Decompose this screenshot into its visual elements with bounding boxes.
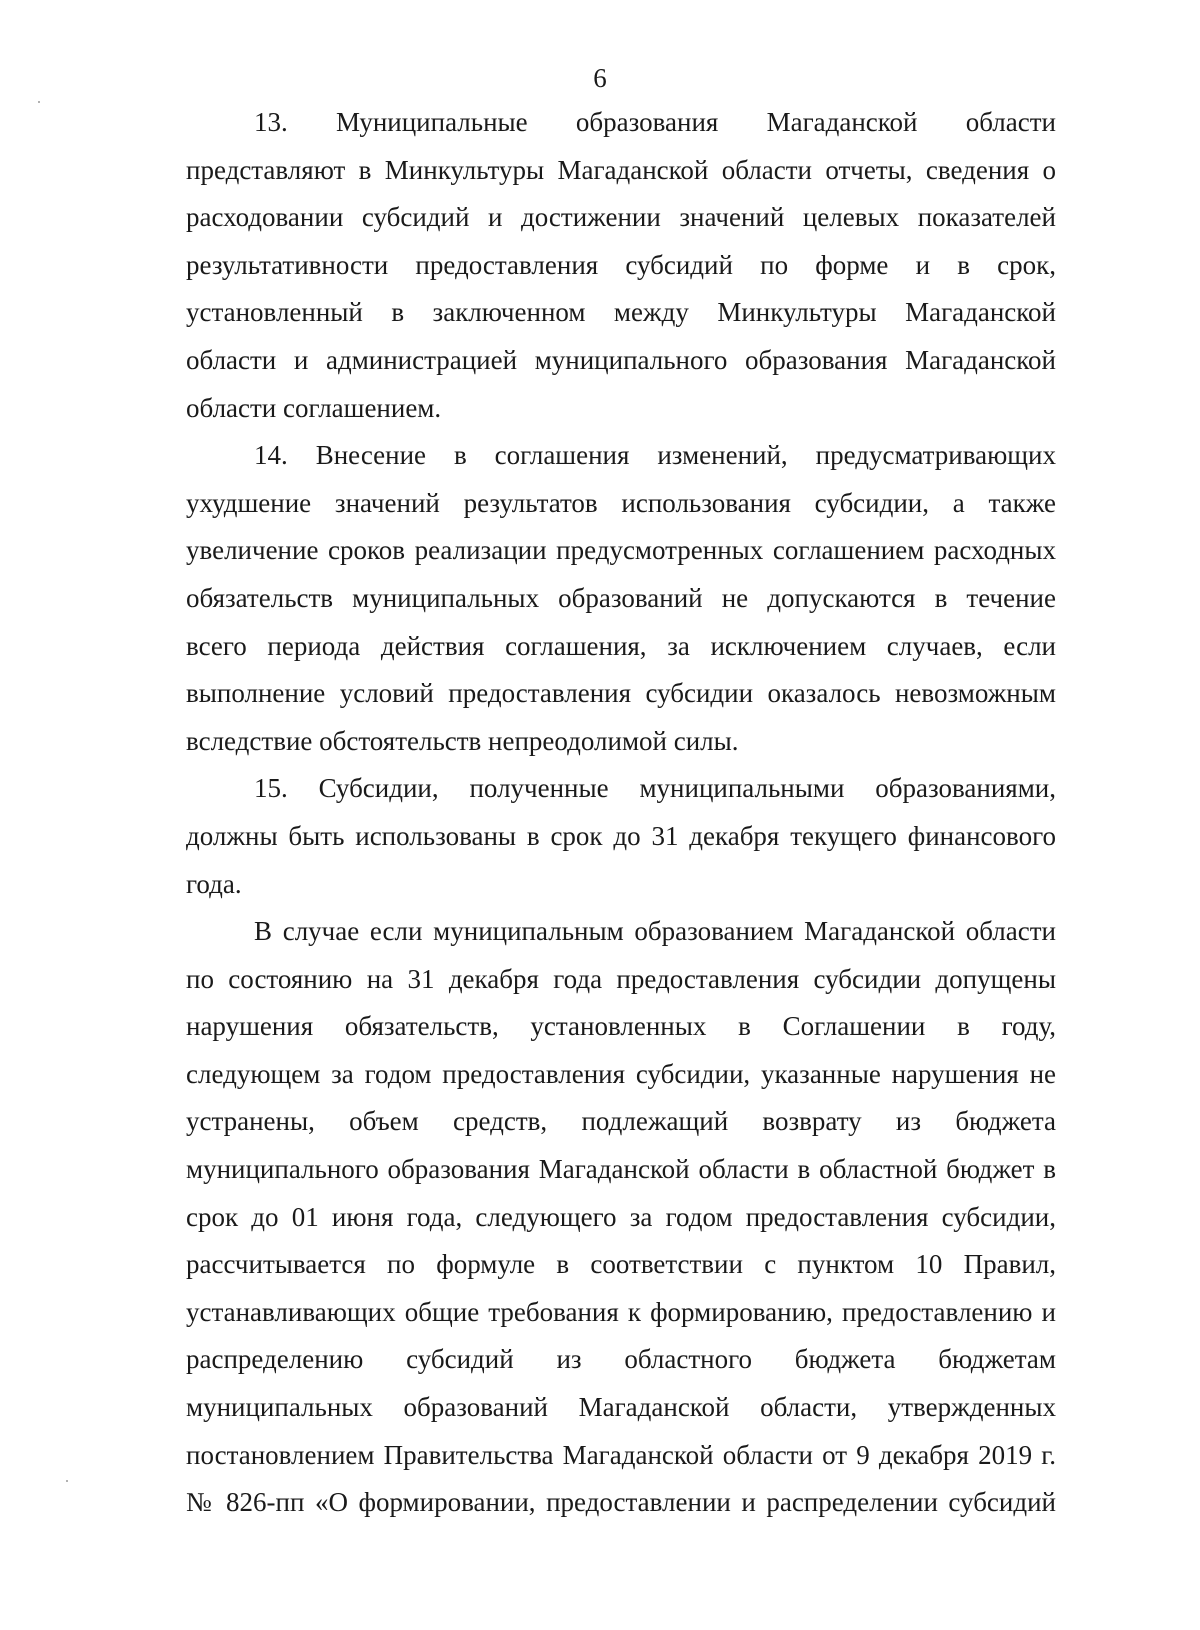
document-body <box>186 99 1056 1527</box>
text-line: ухудшение значений результатов использования субсидии, а также <box>186 487 1056 518</box>
text-line: устанавливающих общие требования к формированию, предоставлению и <box>186 1296 1056 1327</box>
text-line: муниципальных образований Магаданской области, утвержденных <box>186 1392 1056 1423</box>
text-line: области и администрацией муниципального образования Магаданской <box>186 344 1056 375</box>
paragraph-13 <box>186 99 1056 432</box>
text-line: следующем за годом предоставления субсидии, указанные нарушения не <box>186 1058 1056 1089</box>
text-line: рассчитывается по формуле в соответствии с пунктом 10 Правил, <box>186 1249 1056 1280</box>
paragraph-15 <box>186 765 1056 908</box>
text-line: 13. Муниципальные образования Магаданской области <box>254 107 1056 137</box>
text-line: устранены, объем средств, подлежащий возврату из бюджета <box>186 1106 1056 1137</box>
text-line: по состоянию на 31 декабря года предоставления субсидии допущены <box>186 963 1056 994</box>
text-line: установленный в заключенном между Минкультуры Магаданской <box>186 297 1056 328</box>
text-line: области соглашением. <box>186 392 442 423</box>
text-line: вследствие обстоятельств непреодолимой силы. <box>186 725 739 756</box>
text-line: должны быть использованы в срок до 31 декабря текущего финансового <box>186 820 1056 851</box>
paragraph-refund <box>186 908 1056 1527</box>
scan-speck <box>66 1480 68 1482</box>
paragraph-14 <box>186 432 1056 765</box>
text-line: обязательств муниципальных образований не допускаются в течение <box>186 582 1056 613</box>
text-line: увеличение сроков реализации предусмотренных соглашением расходных <box>186 535 1056 566</box>
text-line: срок до 01 июня года, следующего за годом предоставления субсидии, <box>186 1201 1056 1232</box>
text-line: представляют в Минкультуры Магаданской области отчеты, сведения о <box>186 154 1056 185</box>
text-line: расходовании субсидий и достижении значений целевых показателей <box>186 202 1056 233</box>
text-line: нарушения обязательств, установленных в Соглашении в году, <box>186 1011 1056 1042</box>
page-number: 6 <box>593 63 607 93</box>
scan-speck <box>38 101 40 103</box>
text-line: выполнение условий предоставления субсидии оказалось невозможным <box>186 678 1056 709</box>
text-line: В случае если муниципальным образованием Магаданской области <box>254 916 1056 947</box>
text-line: всего периода действия соглашения, за исключением случаев, если <box>186 630 1056 661</box>
text-line: года. <box>186 868 242 899</box>
text-line: № 826-пп «О формировании, предоставлении и распределении субсидий <box>186 1487 1056 1518</box>
text-line: 14. Внесение в соглашения изменений, предусматривающих <box>254 440 1056 471</box>
text-line: распределению субсидий из областного бюджета бюджетам <box>186 1344 1056 1375</box>
text-line: муниципального образования Магаданской области в областной бюджет в <box>186 1154 1056 1185</box>
text-line: 15. Субсидии, полученные муниципальными образованиями, <box>254 773 1056 804</box>
text-line: постановлением Правительства Магаданской области от 9 декабря 2019 г. <box>186 1439 1056 1470</box>
text-line: результативности предоставления субсидий по форме и в срок, <box>186 249 1056 280</box>
